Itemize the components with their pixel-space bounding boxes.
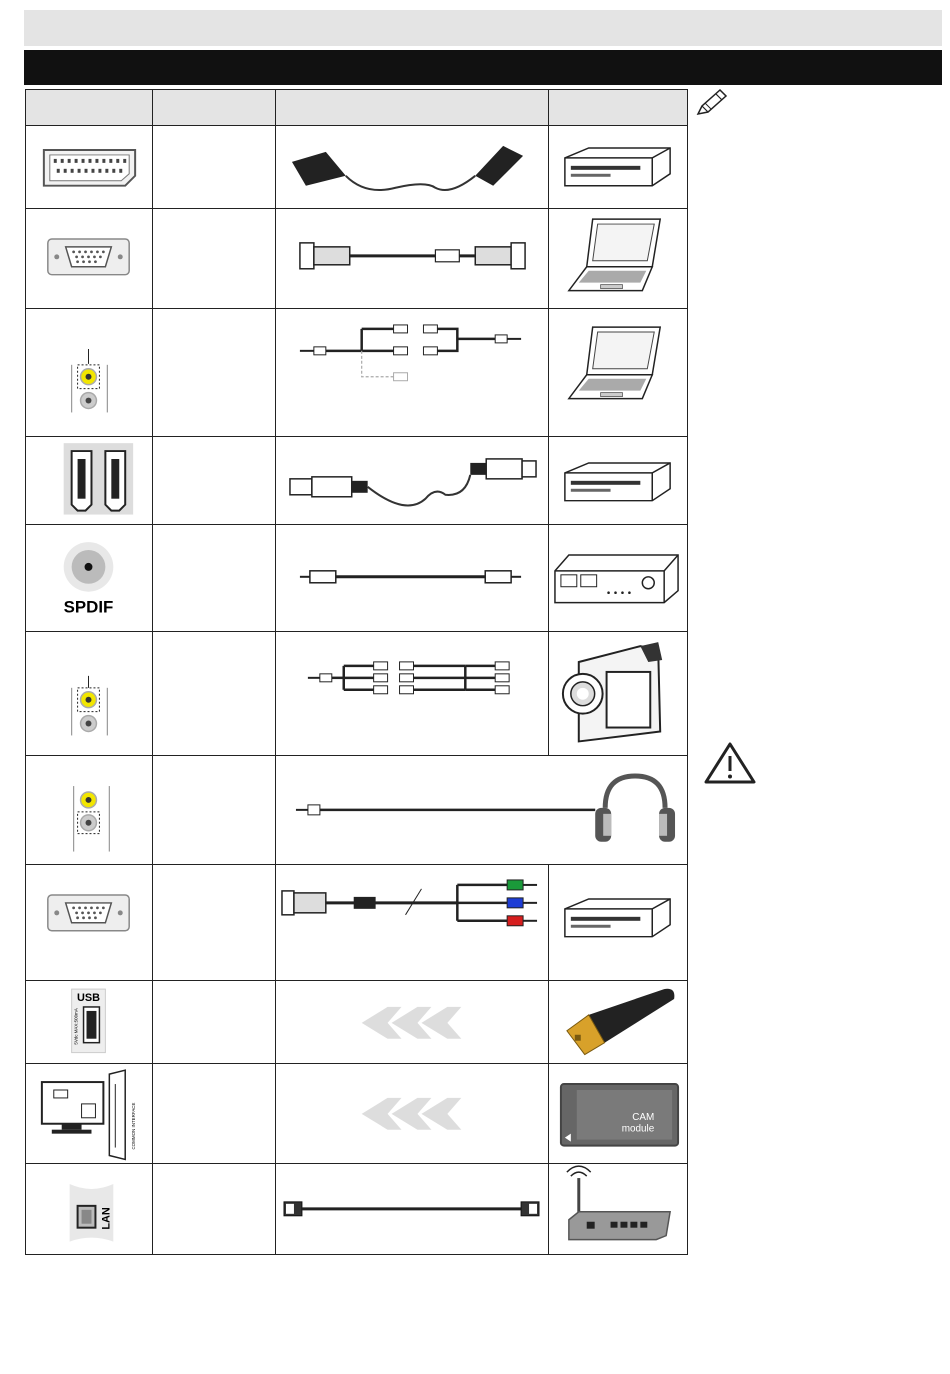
cam-module-text: module xyxy=(621,1123,655,1135)
headphone-port xyxy=(26,755,153,865)
laptop-icon xyxy=(549,209,687,309)
hdmi-cable-icon xyxy=(276,437,548,524)
table-row-ypbpr xyxy=(26,865,688,981)
ypbpr-type xyxy=(153,865,276,981)
warning-icon xyxy=(703,741,757,785)
dvd-player-icon xyxy=(549,126,687,208)
ci-port xyxy=(26,1063,153,1164)
scart-cable xyxy=(276,126,549,209)
hdmi-type xyxy=(153,436,276,524)
scart-cable-icon xyxy=(276,126,548,208)
scart-type xyxy=(153,126,276,209)
usb-stick-icon xyxy=(549,981,687,1063)
lan-cable xyxy=(276,1164,549,1255)
header-grey-band xyxy=(24,10,942,46)
side-av-device xyxy=(549,632,688,756)
col-header-device xyxy=(549,90,688,126)
usb-port-rating: 5Vdc MAX:500mA xyxy=(73,1008,79,1045)
headphone-jack-port-icon xyxy=(26,756,152,865)
cam-module-icon xyxy=(549,1064,687,1164)
table-row-usb xyxy=(26,980,688,1063)
ci-device xyxy=(549,1063,688,1164)
insert-arrow-icon xyxy=(276,981,548,1063)
side-av-type xyxy=(153,632,276,756)
ypbpr-port xyxy=(26,865,153,981)
usb-type xyxy=(153,980,276,1063)
spdif-device xyxy=(549,524,688,632)
ci-port-label: COMMON INTERFACE xyxy=(131,1102,137,1150)
dvd-player-icon xyxy=(549,437,687,524)
lan-device xyxy=(549,1164,688,1255)
pc-audio-port xyxy=(26,309,153,437)
header-black-band xyxy=(24,50,942,85)
coaxial-cable-icon xyxy=(276,525,548,632)
spdif-port-icon xyxy=(26,525,152,632)
table-row-spdif xyxy=(26,524,688,632)
vga-cable-icon xyxy=(276,209,548,309)
headphone-type xyxy=(153,755,276,865)
pc-audio-cable xyxy=(276,309,549,437)
usb-port xyxy=(26,980,153,1063)
usb-arrows xyxy=(276,980,549,1063)
headphone-cable-device xyxy=(276,755,688,865)
hdmi-port xyxy=(26,436,153,524)
pencil-note-icon xyxy=(694,88,730,118)
table-row-lan xyxy=(26,1164,688,1255)
connections-table xyxy=(25,89,688,1255)
table-row-headphone xyxy=(26,755,688,865)
pc-audio-device xyxy=(549,309,688,437)
pc-audio-type xyxy=(153,309,276,437)
table-row-side-av xyxy=(26,632,688,756)
audio-jack-port-icon xyxy=(26,632,152,755)
scart-device xyxy=(549,126,688,209)
col-header-connector xyxy=(26,90,153,126)
scart-port-icon xyxy=(26,126,152,208)
vga-to-component-cable-icon xyxy=(276,865,548,980)
hdmi-device xyxy=(549,436,688,524)
side-av-cable xyxy=(276,632,549,756)
table-row-ci xyxy=(26,1063,688,1164)
ethernet-cable-icon xyxy=(276,1164,548,1254)
lan-port-label: LAN xyxy=(100,1207,113,1230)
av-cable-icon xyxy=(276,632,548,755)
table-row-pc-audio xyxy=(26,309,688,437)
insert-arrow-icon xyxy=(276,1064,548,1164)
headphone-cable-icon xyxy=(276,756,687,865)
vga-port-icon xyxy=(26,865,152,980)
table-row-scart xyxy=(26,126,688,209)
lan-port xyxy=(26,1164,153,1255)
side-av-port xyxy=(26,632,153,756)
col-header-type xyxy=(153,90,276,126)
usb-port-label: USB xyxy=(76,991,101,1004)
table-row-hdmi xyxy=(26,436,688,524)
audio-jack-port-icon xyxy=(26,309,152,436)
spdif-port-label: SPDIF xyxy=(63,597,114,617)
camcorder-icon xyxy=(549,632,687,755)
vga-type xyxy=(153,208,276,309)
lan-port-icon xyxy=(26,1164,152,1254)
hdmi-port-icon xyxy=(26,437,152,524)
usb-port-icon xyxy=(26,981,152,1063)
audio-cable-icon xyxy=(276,309,548,436)
cam-text: CAM xyxy=(632,1111,655,1123)
scart-port xyxy=(26,126,153,209)
vga-device xyxy=(549,208,688,309)
ci-type xyxy=(153,1063,276,1164)
table-row-vga xyxy=(26,208,688,309)
ci-arrows xyxy=(276,1063,549,1164)
vga-cable xyxy=(276,208,549,309)
tv-ci-slot-icon xyxy=(26,1064,152,1164)
ypbpr-cable xyxy=(276,865,549,981)
vga-port-icon xyxy=(26,209,152,309)
lan-type xyxy=(153,1164,276,1255)
spdif-port xyxy=(26,524,153,632)
hdmi-cable xyxy=(276,436,549,524)
router-icon xyxy=(549,1164,687,1254)
amplifier-icon xyxy=(549,525,687,632)
vga-port xyxy=(26,208,153,309)
laptop-icon xyxy=(549,309,687,436)
col-header-cables xyxy=(276,90,549,126)
spdif-cable xyxy=(276,524,549,632)
spdif-type xyxy=(153,524,276,632)
ypbpr-device xyxy=(549,865,688,981)
dvd-player-icon xyxy=(549,865,687,980)
usb-device xyxy=(549,980,688,1063)
